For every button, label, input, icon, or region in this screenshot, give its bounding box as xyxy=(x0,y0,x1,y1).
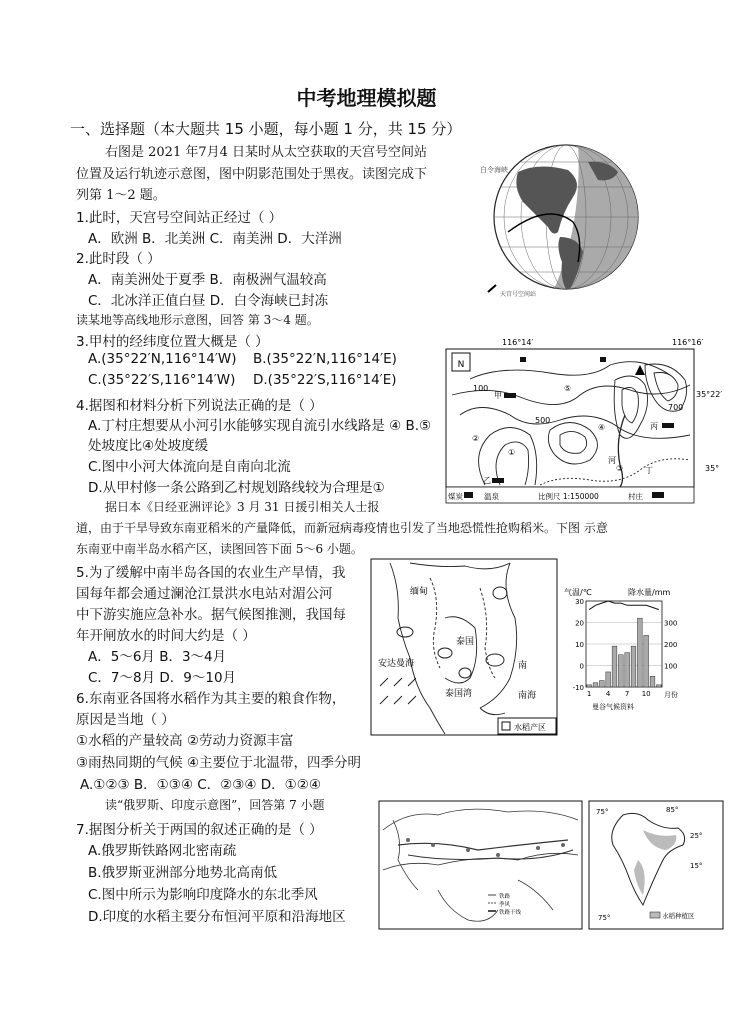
q3-option-a: A.(35°22′N,116°14′W) xyxy=(88,351,237,367)
q4-option-c: C.图中小河大体流向是自南向北流 xyxy=(88,459,291,475)
india-map xyxy=(588,800,724,930)
precip-bar-12 xyxy=(656,685,661,687)
chart-caption: 曼谷气候资料 xyxy=(592,703,634,711)
section-heading: 一、选择题（本大题共 15 小题，每小题 1 分，共 15 分） xyxy=(70,120,462,138)
lat-bottom-label: 35° xyxy=(705,464,720,473)
intro-7: 读“俄罗斯、印度示意图”，回答第 7 小题 xyxy=(105,798,325,812)
q4-option-a-cont: 处坡度比④处坡度缓 xyxy=(88,438,209,454)
russia-legend-rail: 铁路 xyxy=(499,894,511,900)
x-tick-label: 10 xyxy=(641,690,651,698)
russia-map xyxy=(378,800,583,930)
india-label-75: 75° xyxy=(596,808,609,816)
legend-coal: 煤炭 xyxy=(448,492,463,501)
question-5-line: 中下游实施应急补水。据气候图推测，我国每 xyxy=(76,607,346,623)
left-tick-label: 30 xyxy=(575,598,584,606)
globe-label-bering: 白令海峡 xyxy=(480,166,508,174)
india-label-lon75: 75° xyxy=(598,914,611,922)
x-tick-label: 1 xyxy=(586,690,592,698)
marker-5: ⑤ xyxy=(564,384,572,393)
chart-temp-title: 气温/℃ xyxy=(564,588,592,597)
q2-options-cd: C．北冰洋正值白昼 D．白令海峡已封冻 xyxy=(88,293,329,309)
contour-100: 100 xyxy=(473,384,489,393)
precip-bar-1 xyxy=(587,685,592,687)
left-tick-label: 0 xyxy=(579,662,584,671)
page-title: 中考地理模拟题 xyxy=(296,86,437,110)
label-thailand: 泰国 xyxy=(456,637,475,647)
north-arrow: N xyxy=(457,360,465,370)
village-yi: 乙 xyxy=(483,476,491,485)
village-jia: 甲 xyxy=(494,391,502,400)
q1-options: A．欧洲 B．北美洲 C．南美洲 D．大洋洲 xyxy=(88,231,342,247)
x-tick-label: 4 xyxy=(605,690,611,698)
contour-map xyxy=(440,335,730,505)
q7-option-d: D.印度的水稻主要分布恒河平原和沿海地区 xyxy=(88,909,346,925)
question-5-line: 国每年都会通过澜沧江景洪水电站对湄公河 xyxy=(76,586,333,602)
precip-bar-3 xyxy=(599,681,604,687)
question-4: 4.据图和材料分析下列说法正确的是（ ） xyxy=(76,398,323,414)
precip-bar-4 xyxy=(606,672,611,687)
intro-34: 读某地等高线地形示意图，回答 第 3～4 题。 xyxy=(76,313,319,327)
left-tick-label: 20 xyxy=(575,619,584,628)
q5-options-ab: A．5～6月 B．3～4月 xyxy=(88,649,227,665)
label-myanmar: 缅甸 xyxy=(410,587,429,597)
intro-56-line: 东南亚中南半岛水稻产区，读图回答下面 5～6 小题。 xyxy=(76,542,363,556)
marker-2: ② xyxy=(472,434,480,443)
q7-option-c: C.图中所示为影响印度降水的东北季风 xyxy=(88,887,318,903)
q6-options: A.①②③ B．①③④ C．②③④ D．①②④ xyxy=(80,777,321,793)
intro-56-line: 据日本《日经亚洲评论》3 月 31 日援引相关人士报 xyxy=(105,500,380,514)
question-6-line: ③雨热同期的气候 ④主要位于北温带，四季分明 xyxy=(76,755,361,771)
legend-village: 村庄 xyxy=(628,492,643,501)
chart-x-unit: 月份 xyxy=(664,691,678,699)
russia-legend-trunk: 铁路干线 xyxy=(499,910,522,916)
label-gulf: 泰国湾 xyxy=(445,689,473,699)
india-legend-rice: 水稻种植区 xyxy=(662,912,695,920)
marker-4: ④ xyxy=(598,423,606,432)
lat-right-label: 35°22′ xyxy=(696,390,723,399)
contour-700: 700 xyxy=(668,403,684,412)
q7-option-b: B.俄罗斯亚洲部分地势北高南低 xyxy=(88,865,278,881)
legend-spring: 温泉 xyxy=(484,492,499,501)
india-label-25: 25° xyxy=(690,832,703,840)
precip-bar-8 xyxy=(631,646,636,687)
question-3: 3.甲村的经纬度位置大概是（ ） xyxy=(76,334,269,350)
label-andaman: 安达曼海 xyxy=(378,659,415,669)
intro-line: 列第 1～2 题。 xyxy=(76,188,166,203)
question-6: 6.东南亚各国将水稻作为其主要的粮食作物， xyxy=(76,691,346,707)
left-tick-label: 10 xyxy=(575,641,584,649)
globe-figure xyxy=(478,142,648,302)
contour-500: 500 xyxy=(535,416,551,425)
question-1: 1.此时，天宫号空间站正经过（ ） xyxy=(76,210,283,226)
precip-bar-10 xyxy=(644,635,649,687)
precip-bar-6 xyxy=(618,655,623,687)
question-5: 5.为了缓解中南半岛各国的农业生产旱情，我 xyxy=(76,565,346,581)
intro-56-line: 道，由于干旱导致东南亚稻米的产量降低，而新冠病毒疫情也引发了当地恐慌性抢购稻米。下图 示意 xyxy=(76,521,608,535)
precip-bar-11 xyxy=(650,676,655,687)
indochina-map xyxy=(370,558,558,736)
question-7: 7.据图分析关于两国的叙述正确的是（ ） xyxy=(76,822,323,838)
right-tick-label: 200 xyxy=(664,641,678,649)
chart-precip-title: 降水量/mm xyxy=(628,588,671,597)
q3-option-b: B.(35°22′N,116°14′E) xyxy=(253,351,397,367)
left-tick-label: -10 xyxy=(572,684,584,692)
village-bing: 丙 xyxy=(650,422,658,431)
precip-bar-5 xyxy=(612,646,617,687)
legend-scale: 比例尺 1:150000 xyxy=(538,492,599,501)
river-label: 河 xyxy=(608,456,616,465)
precip-bar-2 xyxy=(593,683,598,687)
q7-option-a: A.俄罗斯铁路网北密南疏 xyxy=(88,843,237,859)
q4-option-a: A.丁村庄想要从小河引水能够实现自流引水线路是 ④ B.⑤ xyxy=(88,418,432,434)
climate-chart xyxy=(562,585,692,715)
q2-options-ab: A．南美洲处于夏季 B．南极洲气温较高 xyxy=(88,272,327,288)
right-tick-label: 100 xyxy=(664,662,678,671)
marker-3: ③ xyxy=(616,464,624,473)
label-south: 南 xyxy=(518,661,528,671)
right-tick-label: 300 xyxy=(664,619,678,628)
question-6-line: ①水稻的产量较高 ②劳动力资源丰富 xyxy=(76,733,294,749)
intro-line: 右图是 2021 年7月4 日某时从太空获取的天宫号空间站 xyxy=(105,145,428,160)
q3-option-c: C.(35°22′S,116°14′W) xyxy=(88,372,236,388)
q4-option-d: D.从甲村修一条公路到乙村规划路线较为合理是① xyxy=(88,480,385,496)
village-ding: 丁 xyxy=(645,466,653,475)
q5-options-cd: C．7～8月 D．9～10月 xyxy=(88,670,237,686)
russia-legend-monsoon: 季风 xyxy=(499,902,511,908)
question-6-line: 原因是当地（ ） xyxy=(76,712,175,728)
intro-line: 位置及运行轨迹示意图，图中阴影范围处于黑夜。读图完成下 xyxy=(76,167,428,182)
label-south-china-sea: 南海 xyxy=(518,691,537,701)
q3-option-d: D.(35°22′S,116°14′E) xyxy=(253,372,397,388)
marker-1: ① xyxy=(508,448,516,457)
india-label-15: 15° xyxy=(690,862,703,870)
lon-left-label: 116°14′ xyxy=(502,338,534,347)
globe-label-station: 天宫号空间站 xyxy=(500,291,537,298)
question-2: 2.此时段（ ） xyxy=(76,251,161,267)
lon-right-label: 116°16′ xyxy=(672,338,704,347)
india-label-85: 85° xyxy=(666,806,679,814)
precip-bar-7 xyxy=(625,653,630,687)
x-tick-label: 7 xyxy=(624,690,630,698)
legend-rice: 水稻产区 xyxy=(514,723,546,732)
question-5-line: 年开闸放水的时间大约是（ ） xyxy=(76,628,256,644)
precip-bar-9 xyxy=(637,618,642,687)
